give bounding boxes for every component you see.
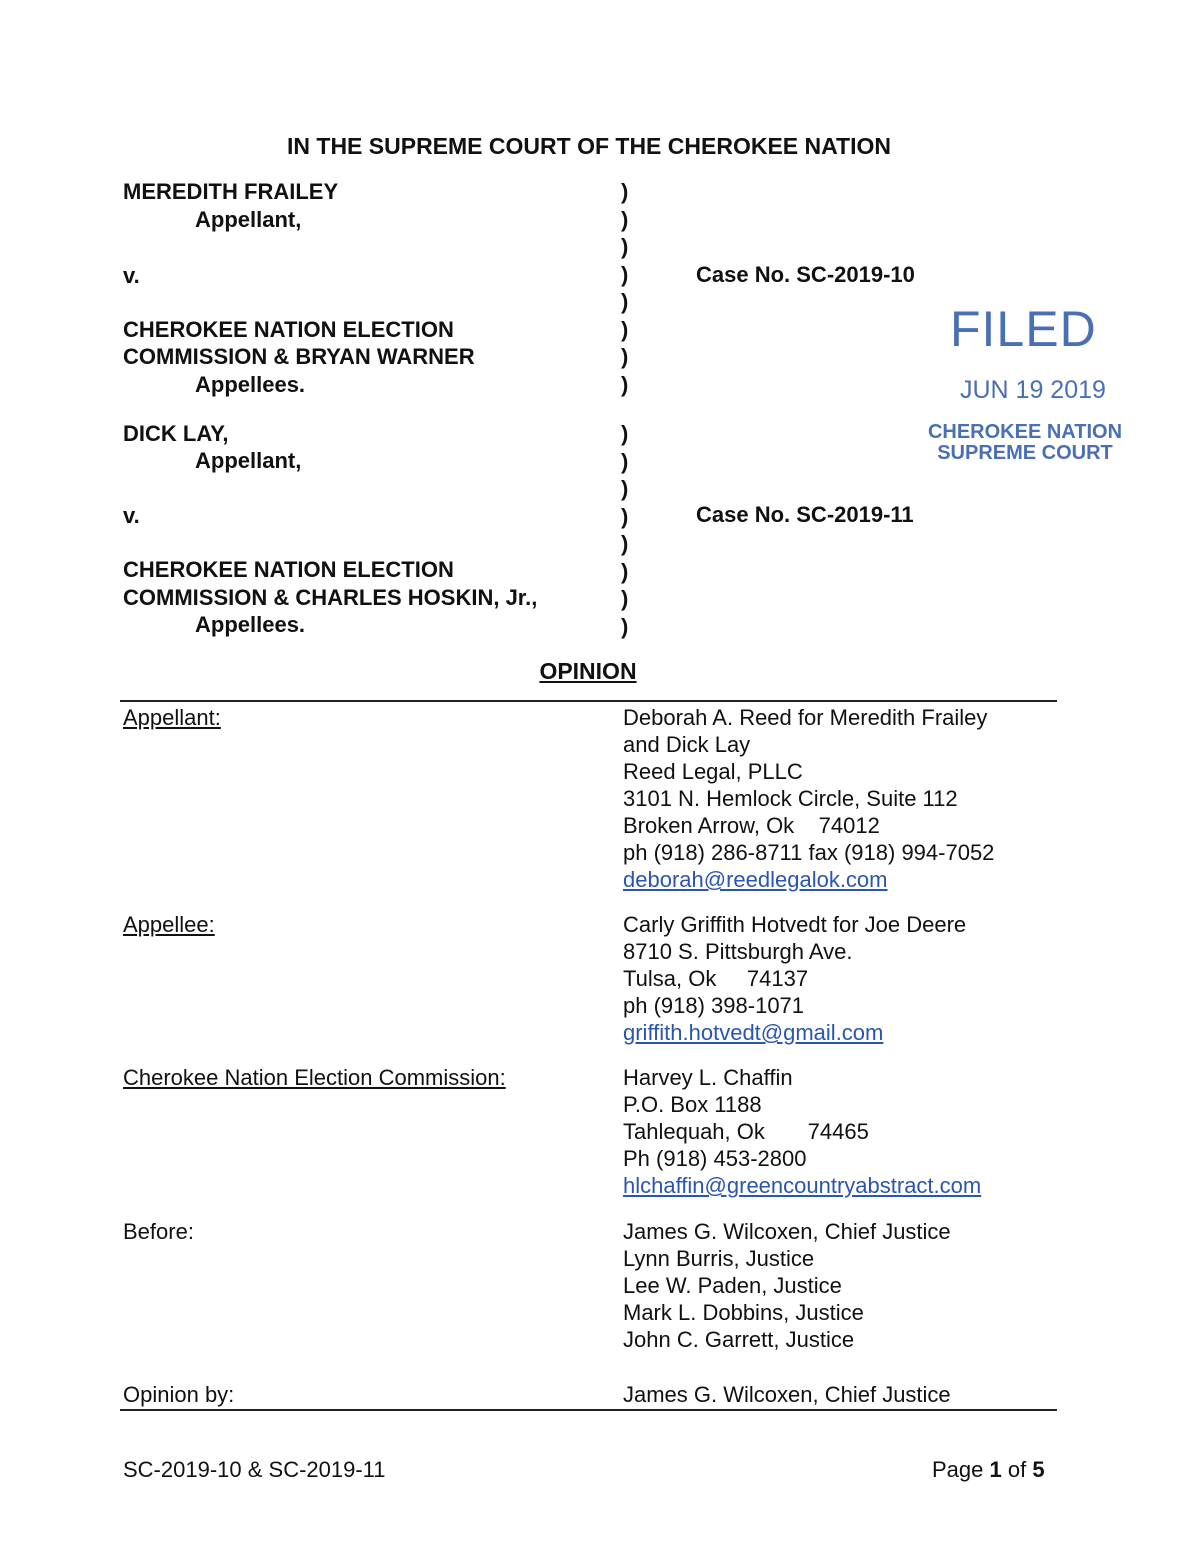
counsel-line: Tahlequah, Ok 74465 [623, 1119, 869, 1144]
paren: ) [621, 179, 629, 204]
paren: ) [621, 289, 629, 314]
case1-appellee-line2: COMMISSION & BRYAN WARNER [123, 344, 475, 369]
case1-appellant-role: Appellant, [195, 207, 302, 232]
opinion-by-author [623, 1381, 951, 1408]
justice-line: James G. Wilcoxen, Chief Justice [623, 1219, 951, 1244]
before-label: Before: [123, 1219, 194, 1244]
case2-appellee-role: Appellees. [195, 612, 306, 637]
justice-line: John C. Garrett, Justice [623, 1327, 855, 1352]
case1-case-number: Case No. SC-2019-10 [696, 262, 915, 287]
justice-line: Mark L. Dobbins, Justice [623, 1300, 864, 1325]
paren: ) [621, 476, 629, 501]
justice-line: Lee W. Paden, Justice [623, 1273, 842, 1298]
case2-appellee-line2: COMMISSION & CHARLES HOSKIN, Jr., [123, 585, 538, 610]
counsel-line: Broken Arrow, Ok 74012 [623, 813, 880, 838]
counsel-line: Deborah A. Reed for Meredith Frailey [623, 705, 988, 730]
court-title: IN THE SUPREME COURT OF THE CHEROKEE NATION [287, 133, 891, 159]
footer-case-refs: SC-2019-10 & SC-2019-11 [123, 1457, 386, 1482]
opinion-heading: OPINION [539, 658, 637, 684]
author-line: James G. Wilcoxen, Chief Justice [623, 1382, 951, 1407]
bottom-rule [120, 1409, 1057, 1411]
commission-role-label: Cherokee Nation Election Commission: [123, 1065, 506, 1090]
before-justices [623, 1218, 951, 1353]
appellee-counsel-info [623, 911, 966, 1046]
paren: ) [621, 261, 629, 287]
top-rule [120, 700, 1057, 702]
case2-paren-column [621, 420, 628, 640]
appellant-counsel-info [623, 704, 994, 893]
counsel-line: P.O. Box 1188 [623, 1092, 762, 1117]
case1-appellant-name: MEREDITH FRAILEY [123, 179, 339, 204]
counsel-line: Tulsa, Ok 74137 [623, 966, 809, 991]
case2-appellant-name: DICK LAY, [123, 421, 229, 446]
paren: ) [621, 371, 629, 397]
paren: ) [621, 421, 629, 446]
counsel-line: Carly Griffith Hotvedt for Joe Deere [623, 912, 967, 937]
commission-email-link[interactable]: hlchaffin@greencountryabstract.com [623, 1173, 982, 1198]
case2-appellee-line1: CHEROKEE NATION ELECTION [123, 557, 454, 582]
appellant-email-link[interactable]: deborah@reedlegalok.com [623, 867, 888, 892]
counsel-line: ph (918) 398-1071 [623, 993, 805, 1018]
paren: ) [621, 206, 629, 232]
page-current: 1 [989, 1457, 1002, 1482]
paren: ) [621, 558, 629, 584]
counsel-line: and Dick Lay [623, 732, 751, 757]
case1-appellee-role: Appellees. [195, 372, 306, 397]
paren: ) [621, 613, 629, 639]
filed-stamp-date: JUN 19 2019 [960, 376, 1106, 404]
paren: ) [621, 503, 629, 529]
case1-appellee-line1: CHEROKEE NATION ELECTION [123, 317, 454, 342]
page-word: Page [932, 1457, 984, 1482]
counsel-line: ph (918) 286-8711 fax (918) 994-7052 [623, 840, 995, 865]
case1-versus: v. [123, 263, 140, 288]
justice-line: Lynn Burris, Justice [623, 1246, 815, 1271]
counsel-line: 8710 S. Pittsburgh Ave. [623, 939, 853, 964]
case2-appellant-role: Appellant, [195, 448, 302, 473]
appellee-email-link[interactable]: griffith.hotvedt@gmail.com [623, 1020, 884, 1045]
counsel-line: 3101 N. Hemlock Circle, Suite 112 [623, 786, 958, 811]
paren: ) [621, 316, 629, 342]
page-total: 5 [1032, 1457, 1045, 1482]
paren: ) [621, 586, 629, 611]
commission-counsel-info [623, 1064, 981, 1199]
filed-stamp-line2: SUPREME COURT [937, 442, 1113, 464]
counsel-line: Ph (918) 453-2800 [623, 1146, 807, 1171]
case2-versus: v. [123, 503, 140, 528]
case2-case-number: Case No. SC-2019-11 [696, 502, 914, 527]
page-of: of [1007, 1457, 1027, 1482]
filed-stamp-line1: CHEROKEE NATION [927, 421, 1123, 443]
counsel-line: Reed Legal, PLLC [623, 759, 803, 784]
case1-paren-column [621, 178, 628, 398]
counsel-line: Harvey L. Chaffin [623, 1065, 793, 1090]
appellee-role-label: Appellee: [123, 912, 215, 937]
filed-stamp-court [920, 422, 1130, 464]
filed-stamp-title: FILED [950, 301, 1097, 357]
paren: ) [621, 531, 629, 556]
paren: ) [621, 234, 629, 259]
paren: ) [621, 448, 629, 474]
opinion-by-label: Opinion by: [123, 1382, 235, 1407]
page-indicator [932, 1457, 1045, 1483]
paren: ) [621, 344, 629, 369]
appellant-role-label: Appellant: [123, 705, 221, 730]
